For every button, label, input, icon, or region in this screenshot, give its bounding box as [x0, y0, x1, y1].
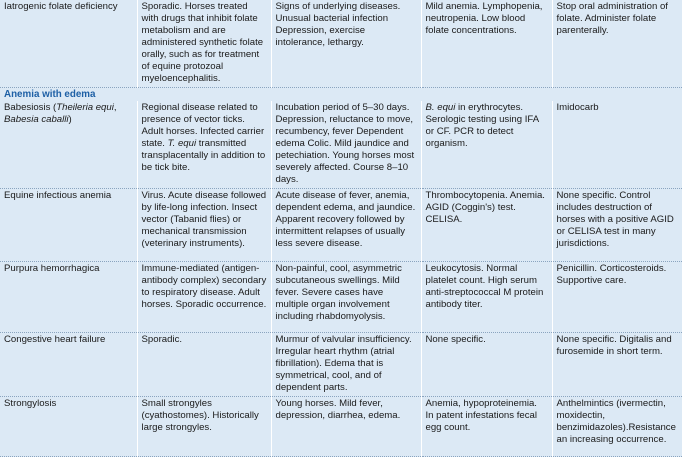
condition-cell: Purpura hemorrhagica: [0, 262, 137, 333]
condition-cell: Iatrogenic folate deficiency: [0, 0, 137, 88]
cause-cell: Virus. Acute disease followed by life-long infection. Insect vector (Tabanid flies) or mechanical transmission (veterinary instruments).: [137, 189, 271, 262]
lab-cell: Mild anemia. Lymphopenia, neutropenia. Low blood folate concentrations.: [421, 0, 552, 88]
treatment-cell: Stop oral administration of folate. Administer folate parenterally.: [552, 0, 682, 88]
condition-species-1: Theileria equi: [56, 102, 114, 113]
cause-text-pre: Regional disease related to presence of vector ticks. Adult horses. Infected carrier state.: [141, 102, 265, 149]
table-row: [0, 0, 682, 88]
lab-cell: Leukocytosis. Normal platelet count. High serum anti-streptococcal M protein antibody titer.: [421, 262, 552, 333]
condition-text-pre: Babesiosis (: [4, 102, 57, 113]
table-row: [0, 101, 682, 189]
cause-cell: Sporadic.: [137, 333, 271, 397]
signs-cell: Young horses. Mild fever, depression, diarrhea, edema.: [271, 397, 421, 457]
signs-cell: Incubation period of 5–30 days. Depression, reluctance to move, recumbency, fever Dependent edema Colic. Mild jaundice and petechiation. Young horses most severely affected. Course 8–10 days.: [271, 101, 421, 189]
signs-cell: Non-painful, cool, asymmetric subcutaneous swellings. Mild fever. Severe cases have multiple organ involvement including rhabdomyolysis.: [271, 262, 421, 333]
table-row: [0, 333, 682, 397]
treatment-cell: Anthelmintics (ivermectin, moxidectin, benzimidazoles).Resistance an increasing occurrence.: [552, 397, 682, 457]
lab-cell: Anemia, hypoproteinemia. In patent infestations fecal egg count.: [421, 397, 552, 457]
table-row: [0, 397, 682, 457]
signs-cell: Signs of underlying diseases. Unusual bacterial infection Depression, exercise intolerance, lethargy.: [271, 0, 421, 88]
signs-cell: Murmur of valvular insufficiency. Irregular heart rhythm (atrial fibrillation). Edema that is symmetrical, cool, and of dependent parts.: [271, 333, 421, 397]
section-header-row: [0, 88, 682, 102]
condition-cell: [0, 101, 137, 189]
section-title-text: Anemia with edema: [4, 89, 96, 100]
treatment-cell: None specific. Control includes destruction of horses with a positive AGID or CELISA test in many jurisdictions.: [552, 189, 682, 262]
cause-text-post: transmitted transplacentally in addition to be tick bite.: [141, 138, 266, 173]
lab-cell: Thrombocytopenia. Anemia. AGID (Coggin's) test. CELISA.: [421, 189, 552, 262]
lab-cell: None specific.: [421, 333, 552, 397]
condition-species-2: Babesia caballi: [4, 114, 69, 125]
condition-text-post: ): [68, 114, 72, 125]
treatment-cell: None specific. Digitalis and furosemide in short term.: [552, 333, 682, 397]
cause-species: T. equi: [167, 138, 197, 149]
section-title: [0, 88, 682, 102]
condition-cell: Strongylosis: [0, 397, 137, 457]
lab-cell: [421, 101, 552, 189]
lab-species: B. equi: [425, 102, 456, 113]
cause-cell: Sporadic. Horses treated with drugs that inhibit folate metabolism and are administered synthetic folate orally, such as for treatment of equine protozoal myeloencephalitis.: [137, 0, 271, 88]
treatment-cell: Penicillin. Corticosteroids. Supportive care.: [552, 262, 682, 333]
treatment-cell: Imidocarb: [552, 101, 682, 189]
cause-cell: Small strongyles (cyathostomes). Historically large strongyles.: [137, 397, 271, 457]
condition-cell: Congestive heart failure: [0, 333, 137, 397]
cause-cell: Immune-mediated (antigen-antibody complex) secondary to respiratory disease. Adult horses. Sporadic occurrence.: [137, 262, 271, 333]
cause-cell: [137, 101, 271, 189]
condition-cell: Equine infectious anemia: [0, 189, 137, 262]
table-row: [0, 189, 682, 262]
signs-cell: Acute disease of fever, anemia, dependent edema, and jaundice. Apparent recovery followed by intermittent relapses of usually less severe disease.: [271, 189, 421, 262]
table-row: [0, 262, 682, 333]
condition-text-mid: ,: [113, 102, 117, 113]
lab-text-post: in erythrocytes. Serologic testing using IFA or CF. PCR to detect organism.: [425, 102, 539, 149]
